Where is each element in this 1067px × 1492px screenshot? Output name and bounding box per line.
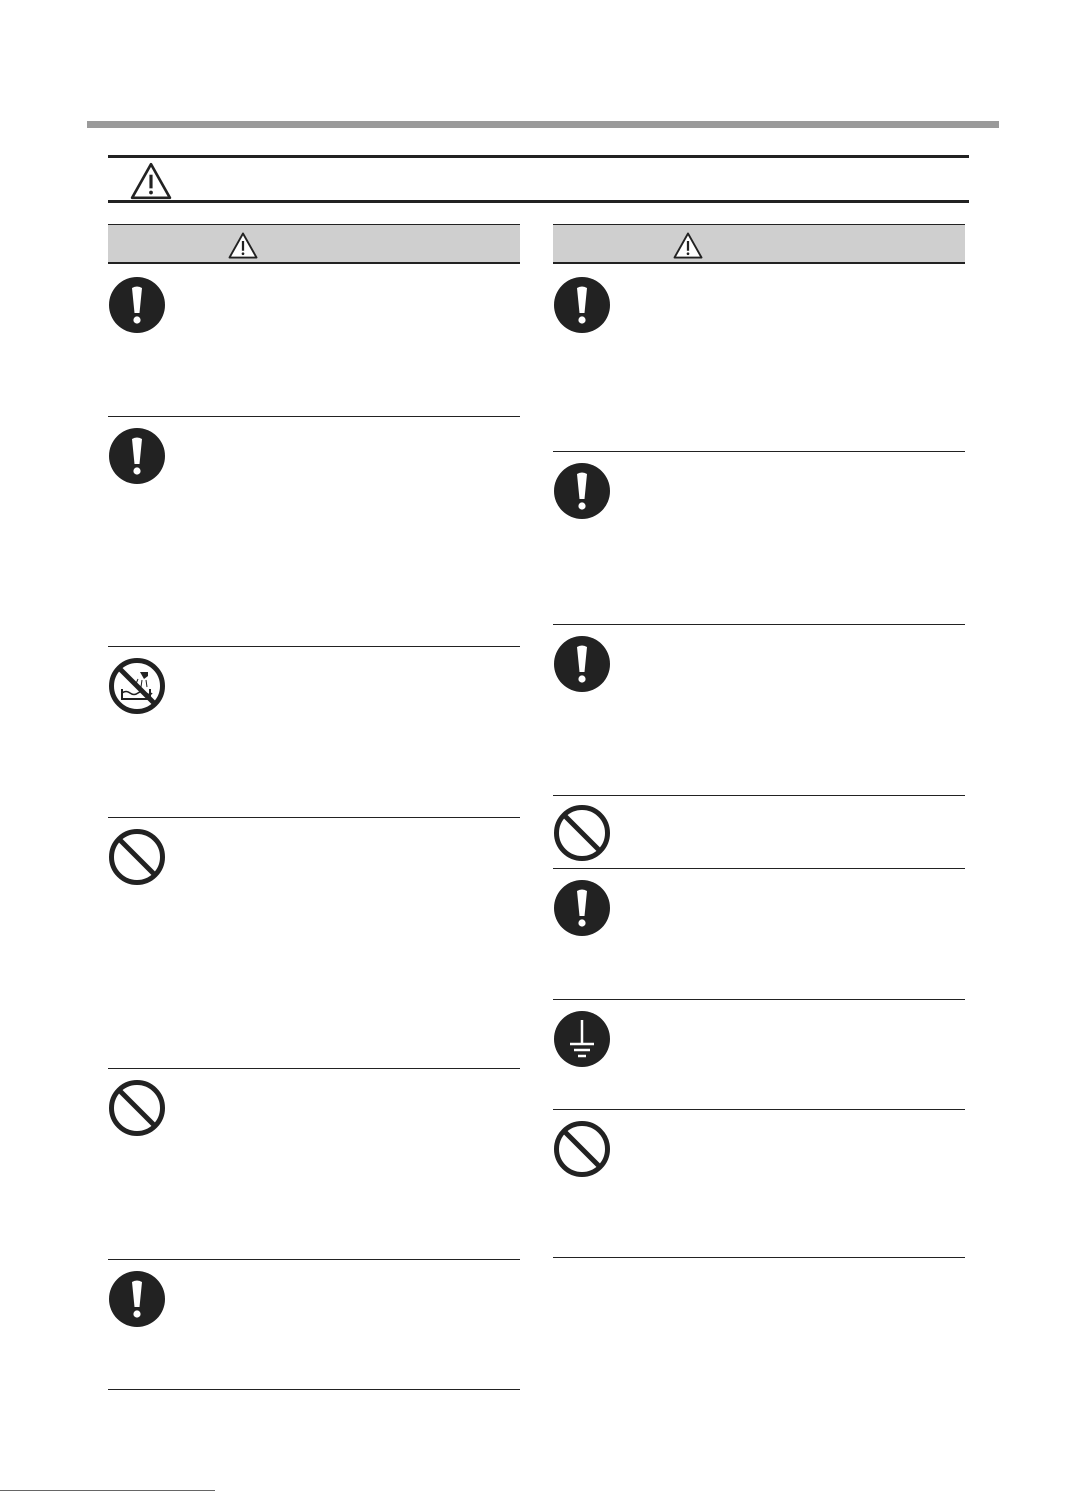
warning-banner <box>108 155 969 203</box>
mandatory-icon <box>553 879 611 937</box>
left-item-2 <box>108 417 520 647</box>
right-item-2 <box>553 452 965 625</box>
mandatory-icon <box>553 276 611 334</box>
footer-rule <box>0 1490 215 1491</box>
right-item-1 <box>553 266 965 452</box>
mandatory-icon <box>108 276 166 334</box>
right-item-6 <box>553 1000 965 1110</box>
left-item-1 <box>108 266 520 417</box>
left-item-5 <box>108 1069 520 1260</box>
warning-triangle-icon <box>673 232 703 259</box>
mandatory-icon <box>108 427 166 485</box>
prohibited-icon <box>553 804 611 862</box>
right-item-7 <box>553 1110 965 1258</box>
right-column-header <box>553 224 965 264</box>
right-item-4 <box>553 796 965 869</box>
top-rule <box>87 121 999 128</box>
mandatory-icon <box>553 635 611 693</box>
prohibited-icon <box>108 1079 166 1137</box>
right-item-3 <box>553 625 965 796</box>
no-water-icon <box>108 657 166 715</box>
left-item-6 <box>108 1260 520 1390</box>
right-item-5 <box>553 869 965 1000</box>
prohibited-icon <box>108 828 166 886</box>
left-column-header <box>108 224 520 264</box>
ground-icon <box>553 1010 611 1068</box>
warning-triangle-icon <box>228 232 258 259</box>
warning-triangle-icon <box>130 162 172 200</box>
mandatory-icon <box>108 1270 166 1328</box>
mandatory-icon <box>553 462 611 520</box>
prohibited-icon <box>553 1120 611 1178</box>
left-item-3 <box>108 647 520 818</box>
left-item-4 <box>108 818 520 1069</box>
